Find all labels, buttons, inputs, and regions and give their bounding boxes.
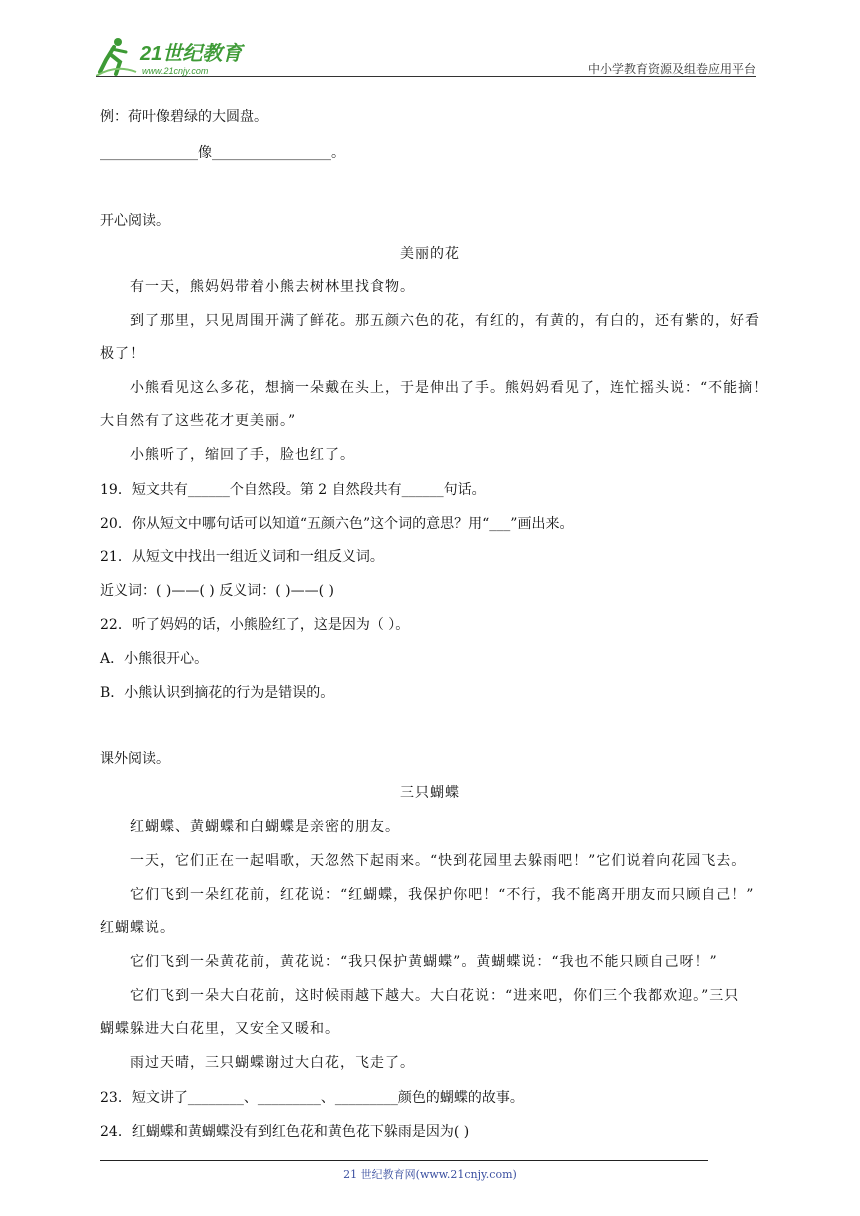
- question-23: 23．短文讲了________、_________、_________颜色的蝴蝶的故事。: [100, 1090, 524, 1106]
- logo: [96, 34, 266, 78]
- logo-text: 21世纪教育: [140, 43, 243, 65]
- question-20: 20．你从短文中哪句话可以知道“五颜六色”这个词的意思？用“___”画出来。: [100, 516, 574, 532]
- example-line: 例：荷叶像碧绿的大圆盘。: [100, 109, 268, 125]
- section1-paragraph: 极了！: [100, 346, 145, 362]
- section1-paragraph: 大自然有了这些花才更美丽。”: [100, 413, 297, 429]
- section1-paragraph: 小熊看见这么多花，想摘一朵戴在头上，于是伸出了手。熊妈妈看见了，连忙摇头说：“不能摘！: [130, 380, 769, 396]
- section2-paragraph: 它们飞到一朵大白花前，这时候雨越下越大。大白花说：“进来吧，你们三个我都欢迎。”三只: [130, 988, 740, 1004]
- header-divider: [96, 76, 756, 77]
- section1-heading: 开心阅读。: [100, 213, 170, 229]
- section2-paragraph: 红蝴蝶说。: [100, 920, 175, 936]
- runner-icon: [96, 38, 136, 76]
- option-a: A．小熊很开心。: [100, 651, 209, 667]
- logo-url: www.21cnjy.com: [142, 66, 209, 76]
- section2-heading: 课外阅读。: [100, 751, 170, 767]
- section1-paragraph: 有一天，熊妈妈带着小熊去树林里找食物。: [130, 279, 415, 295]
- section2-paragraph: 它们飞到一朵黄花前，黄花说：“我只保护黄蝴蝶”。黄蝴蝶说：“我也不能只顾自己呀！”: [130, 954, 718, 970]
- section2-paragraph: 它们飞到一朵红花前，红花说：“红蝴蝶，我保护你吧！“不行，我不能离开朋友而只顾自己！”: [130, 887, 755, 903]
- section2-paragraph: 蝴蝶躲进大白花里，又安全又暖和。: [100, 1021, 340, 1037]
- footer-link[interactable]: 21 世纪教育网(www.21cnjy.com): [343, 1168, 517, 1181]
- question-24: 24．红蝴蝶和黄蝴蝶没有到红色花和黄色花下躲雨是因为( ): [100, 1124, 470, 1140]
- question-19: 19．短文共有______个自然段。第 2 自然段共有______句话。: [100, 482, 486, 498]
- question-21-answer-line: 近义词：( )——( ) 反义词：( )——( ): [100, 583, 334, 599]
- footer-divider: [100, 1160, 708, 1161]
- section2-title: 三只蝴蝶: [400, 785, 460, 801]
- section1-paragraph: 到了那里，只见周围开满了鲜花。那五颜六色的花，有红的，有黄的，有白的，还有紫的，好看: [130, 313, 760, 329]
- section2-paragraph: 红蝴蝶、黄蝴蝶和白蝴蝶是亲密的朋友。: [130, 819, 400, 835]
- question-22: 22．听了妈妈的话，小熊脸红了，这是因为（ ）。: [100, 617, 410, 633]
- example-blank: ______________像_________________。: [100, 145, 345, 161]
- section2-paragraph: 雨过天晴，三只蝴蝶谢过大白花，飞走了。: [130, 1055, 415, 1071]
- question-21: 21．从短文中找出一组近义词和一组反义词。: [100, 549, 384, 565]
- option-b: B．小熊认识到摘花的行为是错误的。: [100, 685, 335, 701]
- page-header: [96, 30, 756, 80]
- platform-name: 中小学教育资源及组卷应用平台: [587, 62, 756, 76]
- section1-title: 美丽的花: [400, 246, 460, 262]
- section1-paragraph: 小熊听了，缩回了手，脸也红了。: [130, 447, 355, 463]
- section2-paragraph: 一天，它们正在一起唱歌，天忽然下起雨来。“快到花园里去躲雨吧！”它们说着向花园飞去。: [130, 853, 747, 869]
